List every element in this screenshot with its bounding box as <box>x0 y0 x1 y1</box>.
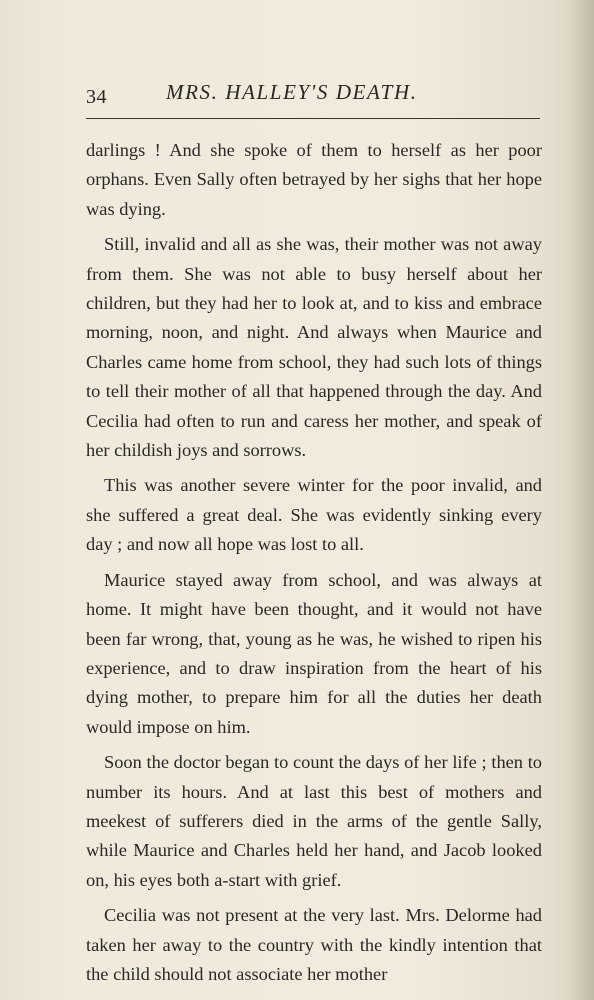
paragraph-5: Soon the doctor began to count the days of her life ; then to number its hours. And at last this best of mothers and meekest of sufferers died in the arms of the gentle Sally, while Maurice and Charles held her hand, and Jacob looked on, his eyes both a-start with grief. <box>86 752 542 890</box>
body-text <box>86 136 542 995</box>
paragraph-1: darlings ! And she spoke of them to herself as her poor orphans. Even Sally often betrayed by her sighs that her hope was dying. <box>86 140 542 219</box>
page-header <box>86 78 540 110</box>
paragraph-6: Cecilia was not present at the very last. Mrs. Delorme had taken her away to the country with the kindly intention that the child should not associate her mother <box>86 905 542 984</box>
page-edge-shadow <box>568 0 594 1000</box>
running-title: MRS. HALLEY'S DEATH. <box>166 80 418 104</box>
paragraph-3: This was another severe winter for the poor invalid, and she suffered a great deal. She was evidently sinking every day ; and now all hope was lost to all. <box>86 475 542 555</box>
paragraph-2: Still, invalid and all as she was, their mother was not away from them. She was not able to busy herself about her children, but they had her to look at, and to kiss and embrace morning, noon, and night. And always when Maurice and Charles came home from school, they had such lots of things to tell their mother of all that happened through the day. And Cecilia had often to run and caress her mother, and speak of her childish joys and sorrows. <box>86 234 542 461</box>
paragraph-4: Maurice stayed away from school, and was always at home. It might have been thought, and it would not have been far wrong, that, young as he was, he wished to ripen his experience, and to draw inspiration from the heart of his dying mother, to prepare him for all the duties her death would impose on him. <box>86 569 542 737</box>
page-number: 34 <box>86 86 107 108</box>
header-rule <box>86 118 540 119</box>
